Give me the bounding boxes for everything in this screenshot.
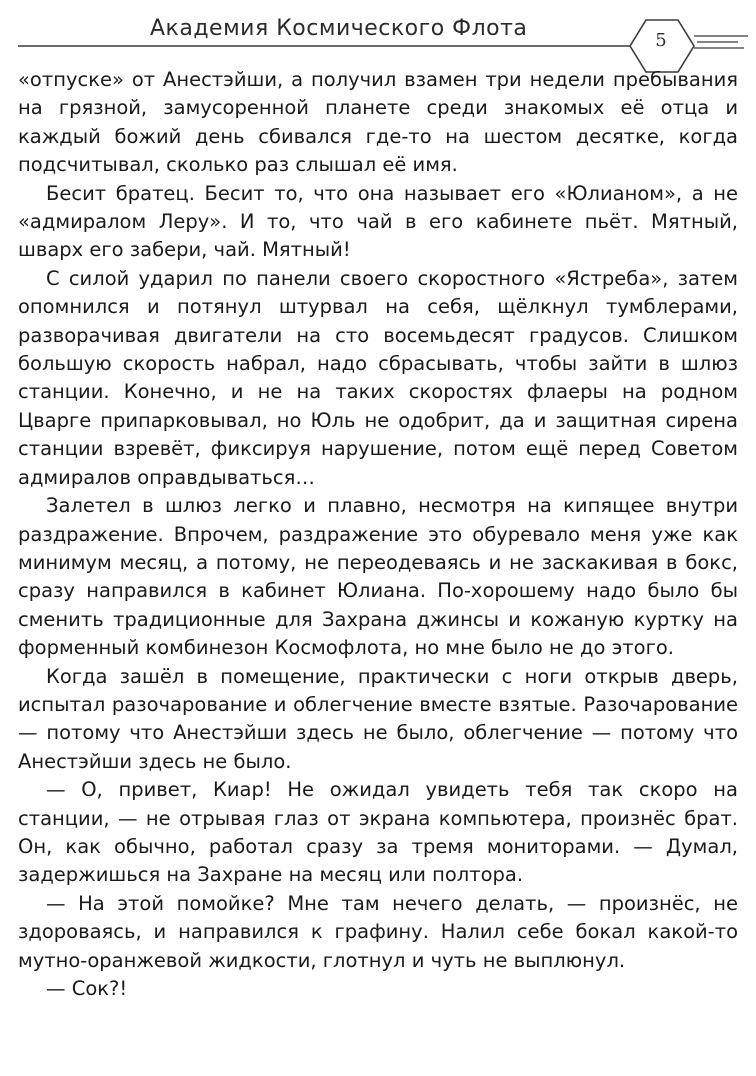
paragraph: «отпуске» от Анестэйши, а получил взамен три недели пребывания на грязной, замусоренной планете среди знакомых её отца и каждый божий день сбивался где-то на шестом десятке, когда подсчитывал, сколько раз слышал её имя. xyxy=(18,68,738,177)
paragraph: С силой ударил по панели своего скоростного «Ястреба», затем опомнился и потянул штурвал на себя, щёлкнул тумблерами, разворачивая двигатели на сто восемьдесят градусов. Слишком большую скорость набрал, надо сбрасывать, чтобы зайти в шлюз станции. Конечно, и не на таких скоростях флаеры на родном Цварге припарковывал, но Юль не одобрит, да и защитная сирена станции взревёт, фиксируя нарушение, потом ещё перед Советом адмиралов оправдываться… xyxy=(18,266,738,489)
paragraph: Когда зашёл в помещение, практически с ноги открыв дверь, испытал разочарование и облегчение вместе взятые. Разочарование — потому что Анестэйши здесь не было, облегчение — потому что Анестэйши здесь не было. xyxy=(18,664,738,773)
paragraph: Залетел в шлюз легко и плавно, несмотря на кипящее внутри раздражение. Впрочем, раздражение это обуревало меня уже как минимум месяц, а потому, не переодеваясь и не заскакивая в бокс, сразу направился в кабинет Юлиана. По-хорошему надо было бы сменить традиционные для Захрана джинсы и кожаную куртку на форменный комбинезон Космофлота, но мне было не до этого. xyxy=(18,494,738,660)
paragraph: Бесит братец. Бесит то, что она называет его «Юлианом», а не «адмиралом Леру». И то, что чай в его кабинете пьёт. Мятный, шварх его забери, чай. Мятный! xyxy=(18,181,738,262)
text-body xyxy=(18,66,738,1003)
dialogue-paragraph: — На этой помойке? Мне там нечего делать, — произнёс, не здороваясь, и направился к графину. Налил себе бокал какой-то мутно-оранжевой жидкости, глотнул и чуть не выплюнул. xyxy=(18,891,738,972)
page-number: 5 xyxy=(655,30,667,51)
dialogue-paragraph: — Сок?! xyxy=(46,977,128,1000)
running-title: Академия Космического Флота xyxy=(150,16,528,41)
dialogue-paragraph: — О, привет, Киар! Не ожидал увидеть тебя так скоро на станции, — не отрывая глаз от экрана компьютера, произнёс брат. Он, как обычно, работал сразу за тремя мониторами. — Думал, задержишься на Захране на месяц или полтора. xyxy=(18,778,738,887)
